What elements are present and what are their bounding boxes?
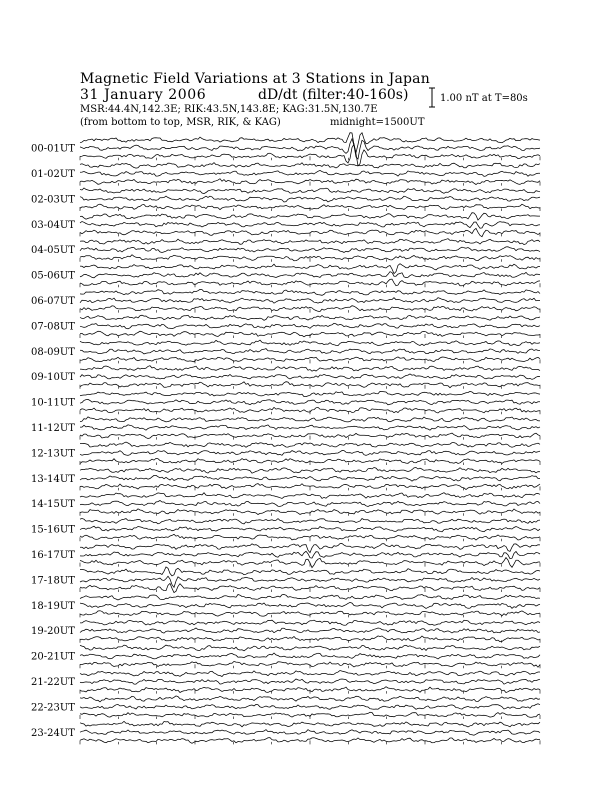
trace-rik (80, 602, 540, 608)
trace-rik (80, 374, 540, 380)
hour-label: 13-14UT (31, 473, 75, 485)
chart-title: Magnetic Field Variations at 3 Stations in Japan (80, 71, 430, 87)
hour-label: 18-19UT (31, 600, 75, 612)
trace-kag (80, 645, 540, 651)
hour-label: 14-15UT (31, 499, 75, 511)
hour-label: 19-20UT (31, 626, 75, 638)
trace-rik (80, 475, 540, 481)
hour-label: 21-22UT (31, 677, 75, 688)
trace-kag (80, 391, 540, 396)
trace-rik (80, 576, 540, 587)
hour-label: 09-10UT (31, 372, 75, 384)
trace-rik (80, 425, 540, 430)
hour-label: 16-17UT (31, 550, 75, 561)
trace-kag (80, 366, 540, 372)
trace-kag (80, 442, 540, 447)
hour-label: 22-23UT (31, 702, 75, 714)
hour-label: 23-24UT (31, 727, 75, 739)
hour-label: 06-07UT (31, 296, 75, 307)
trace-rik (80, 196, 540, 202)
trace-rik (80, 451, 540, 456)
trace-kag (80, 493, 540, 499)
hour-label: 02-03UT (31, 194, 75, 206)
hour-label: 08-09UT (31, 346, 75, 358)
trace-rik (80, 679, 540, 684)
trace-rik (80, 730, 540, 736)
trace-rik (80, 526, 540, 532)
trace-kag (80, 468, 540, 474)
trace-kag (80, 188, 540, 194)
trace-kag (80, 163, 540, 169)
hour-label: 05-06UT (31, 270, 75, 282)
hour-label: 12-13UT (31, 448, 75, 460)
station-coordinates: MSR:44.4N,142.3E; RIK:43.5N,143.8E; KAG:31.5N,130.7E (80, 104, 378, 115)
trace-rik (80, 653, 540, 659)
trace-rik (80, 222, 540, 229)
hour-label: 15-16UT (31, 524, 75, 536)
minute-ticks (80, 156, 540, 744)
hour-label: 07-08UT (31, 321, 75, 333)
trace-kag (80, 696, 540, 702)
trace-kag (80, 671, 540, 677)
trace-kag (80, 289, 540, 295)
chart-date: 31 January 2006 (80, 87, 207, 103)
trace-rik (80, 399, 540, 404)
trace-order-note: (from bottom to top, MSR, RIK, & KAG) (80, 117, 281, 128)
scale-label: 1.00 nT at T=80s (440, 93, 528, 104)
trace-kag (80, 315, 540, 320)
trace-kag (80, 340, 540, 346)
trace-kag (80, 595, 540, 601)
midnight-note: midnight=1500UT (330, 117, 425, 128)
trace-kag (80, 721, 540, 727)
scale-bar (429, 88, 435, 107)
trace-kag (80, 567, 540, 576)
trace-rik (80, 272, 540, 278)
hour-label: 03-04UT (31, 219, 75, 231)
trace-kag (80, 519, 540, 524)
hour-label: 10-11UT (31, 397, 75, 409)
trace-rik (80, 349, 540, 354)
trace-msr (80, 144, 540, 166)
hour-label: 01-02UT (31, 169, 75, 180)
trace-kag (80, 264, 540, 274)
hour-label: 11-12UT (31, 423, 75, 434)
trace-kag (80, 417, 540, 422)
trace-kag (80, 239, 540, 245)
trace-rik (80, 323, 540, 329)
trace-kag (80, 620, 540, 625)
trace-kag (80, 544, 540, 553)
hour-label: 04-05UT (31, 245, 75, 257)
hour-label: 20-21UT (31, 651, 75, 663)
trace-rik (80, 247, 540, 253)
trace-rik (80, 170, 540, 176)
trace-rik (80, 139, 540, 159)
hour-label: 00-01UT (31, 143, 75, 155)
trace-rik (80, 501, 540, 507)
trace-rik (80, 298, 540, 304)
trace-rik (80, 628, 540, 633)
trace-kag (80, 213, 540, 220)
trace-rik (80, 704, 540, 710)
chart-parameter: dD/dt (filter:40-160s) (258, 87, 409, 103)
hour-labels (31, 144, 75, 739)
hour-label: 17-18UT (31, 575, 75, 587)
